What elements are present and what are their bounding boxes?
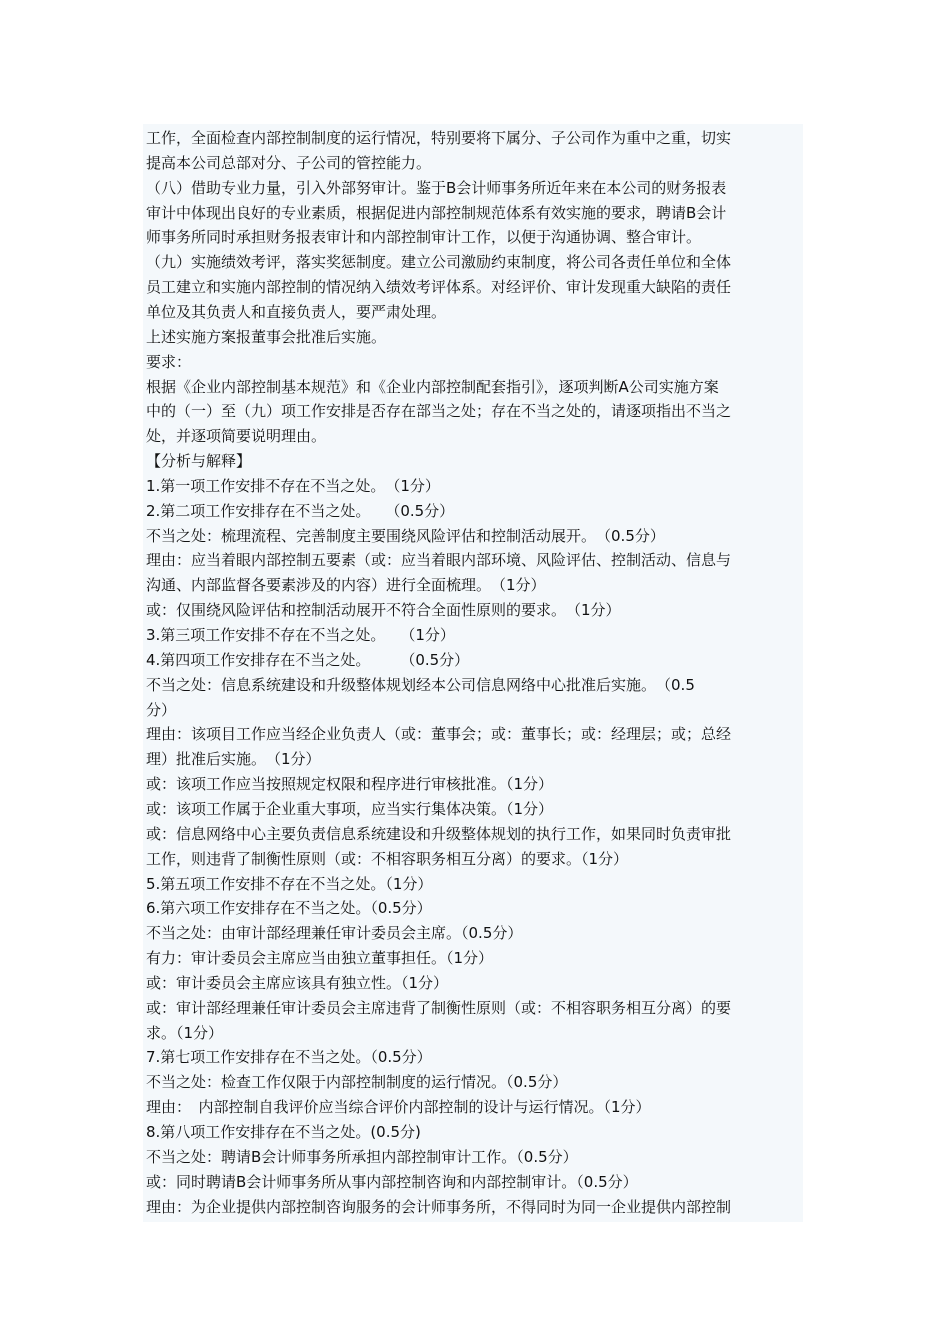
document-line: 师事务所同时承担财务报表审计和内部控制审计工作，以便于沟通协调、整合审计。 <box>146 228 702 247</box>
document-line: 或：仅围绕风险评估和控制活动展开不符合全面性原则的要求。 （1分） <box>146 601 621 620</box>
document-line: 工作，则违背了制衡性原则（或：不相容职务相互分离）的要求。（1分） <box>146 849 629 868</box>
document-line: 【分析与解释】 <box>146 452 252 471</box>
document-line: 8.第八项工作安排存在不当之处。(0.5分) <box>146 1123 421 1141</box>
document-line: 审计中体现出良好的专业素质，根据促进内部控制规范体系有效实施的要求，聘请B会计 <box>146 203 727 222</box>
document-line: 理）批准后实施。 （1分） <box>146 750 321 769</box>
document-line: 4.第四项工作安排存在不当之处。 （0.5分） <box>146 650 470 669</box>
document-line: 或：同时聘请B会计师事务所从事内部控制咨询和内部控制审计。（0.5分） <box>146 1172 638 1191</box>
document-line: （九）实施绩效考评，落实奖惩制度。建立公司激励约束制度，将公司各责任单位和全体 <box>146 253 732 272</box>
document-line: 要求： <box>146 352 192 371</box>
document-line: 3.第三项工作安排不存在不当之处。 （1分） <box>146 626 455 644</box>
document-line: 7.第七项工作安排存在不当之处。（0.5分） <box>146 1048 432 1067</box>
document-line: 根据《企业内部控制基本规范》和《企业内部控制配套指引》，逐项判断A公司实施方案 <box>146 377 719 396</box>
document-line: 有力：审计委员会主席应当由独立董事担任。（1分） <box>146 949 494 968</box>
document-line: 处，并逐项简要说明理由。 <box>146 427 327 446</box>
document-line: 理由：为企业提供内部控制咨询服务的会计师事务所，不得同时为同一企业提供内部控制 <box>146 1197 732 1216</box>
document-line: 工作，全面检查内部控制制度的运行情况，特别要将下属分、子公司作为重中之重，切实 <box>146 129 732 147</box>
document-line: 单位及其负责人和直接负责人，要严肃处理。 <box>146 302 447 321</box>
document-line: 或：该项工作属于企业重大事项，应当实行集体决策。（1分） <box>146 799 554 818</box>
document-line: 中的（一）至（九）项工作安排是否存在部当之处；存在不当之处的，请逐项指出不当之 <box>146 402 732 421</box>
document-line: 上述实施方案报董事会批准后实施。 <box>146 327 387 346</box>
document-line: 求。（1分） <box>146 1023 224 1042</box>
document-line: 不当之处：聘请B会计师事务所承担内部控制审计工作。（0.5分） <box>146 1147 578 1166</box>
document-line: （八）借助专业力量，引入外部努审计。鉴于B会计师事务所近年来在本公司的财务报表 <box>146 178 727 197</box>
document-line: 或：审计部经理兼任审计委员会主席违背了制衡性原则（或：不相容职务相互分离）的要 <box>146 998 732 1017</box>
document-line: 或：该项工作应当按照规定权限和程序进行审核批准。（1分） <box>146 775 554 794</box>
document-line: 不当之处：由审计部经理兼任审计委员会主席。（0.5分） <box>146 924 523 943</box>
document-line: 员工建立和实施内部控制的情况纳入绩效考评体系。对经评价、审计发现重大缺陷的责任 <box>146 278 732 297</box>
document-line: 5.第五项工作安排不存在不当之处。（1分） <box>146 874 433 893</box>
document-line: 不当之处：信息系统建设和升级整体规划经本公司信息网络中心批准后实施。 （0.5 <box>146 675 695 694</box>
document-line: 提高本公司总部对分、子公司的管控能力。 <box>146 153 432 172</box>
document-line: 或：审计委员会主席应该具有独立性。（1分） <box>146 973 449 992</box>
document-line: 1.第一项工作安排不存在不当之处。 （1分） <box>146 476 440 495</box>
document-line: 理由：该项目工作应当经企业负责人（或：董事会；或：董事长；或：经理层；或；总经 <box>146 725 732 744</box>
document-line: 或：信息网络中心主要负责信息系统建设和升级整体规划的执行工作，如果同时负责审批 <box>146 824 732 843</box>
document-line: 理由：应当着眼内部控制五要素（或：应当着眼内部环境、风险评估、控制活动、信息与 <box>146 551 732 570</box>
document-line: 2.第二项工作安排存在不当之处。 （0.5分） <box>146 501 455 520</box>
document-line: 理由： 内部控制自我评价应当综合评价内部控制的设计与运行情况。（1分） <box>146 1098 651 1117</box>
document-line: 沟通、内部监督各要素涉及的内容）进行全面梳理。 （1分） <box>146 576 546 595</box>
document-line: 不当之处：梳理流程、完善制度主要围绕风险评估和控制活动展开。 （0.5分） <box>146 526 665 545</box>
document-line: 不当之处：检查工作仅限于内部控制制度的运行情况。（0.5分） <box>146 1073 568 1092</box>
document-line: 分） <box>146 700 177 719</box>
document-line: 6.第六项工作安排存在不当之处。（0.5分） <box>146 899 432 918</box>
